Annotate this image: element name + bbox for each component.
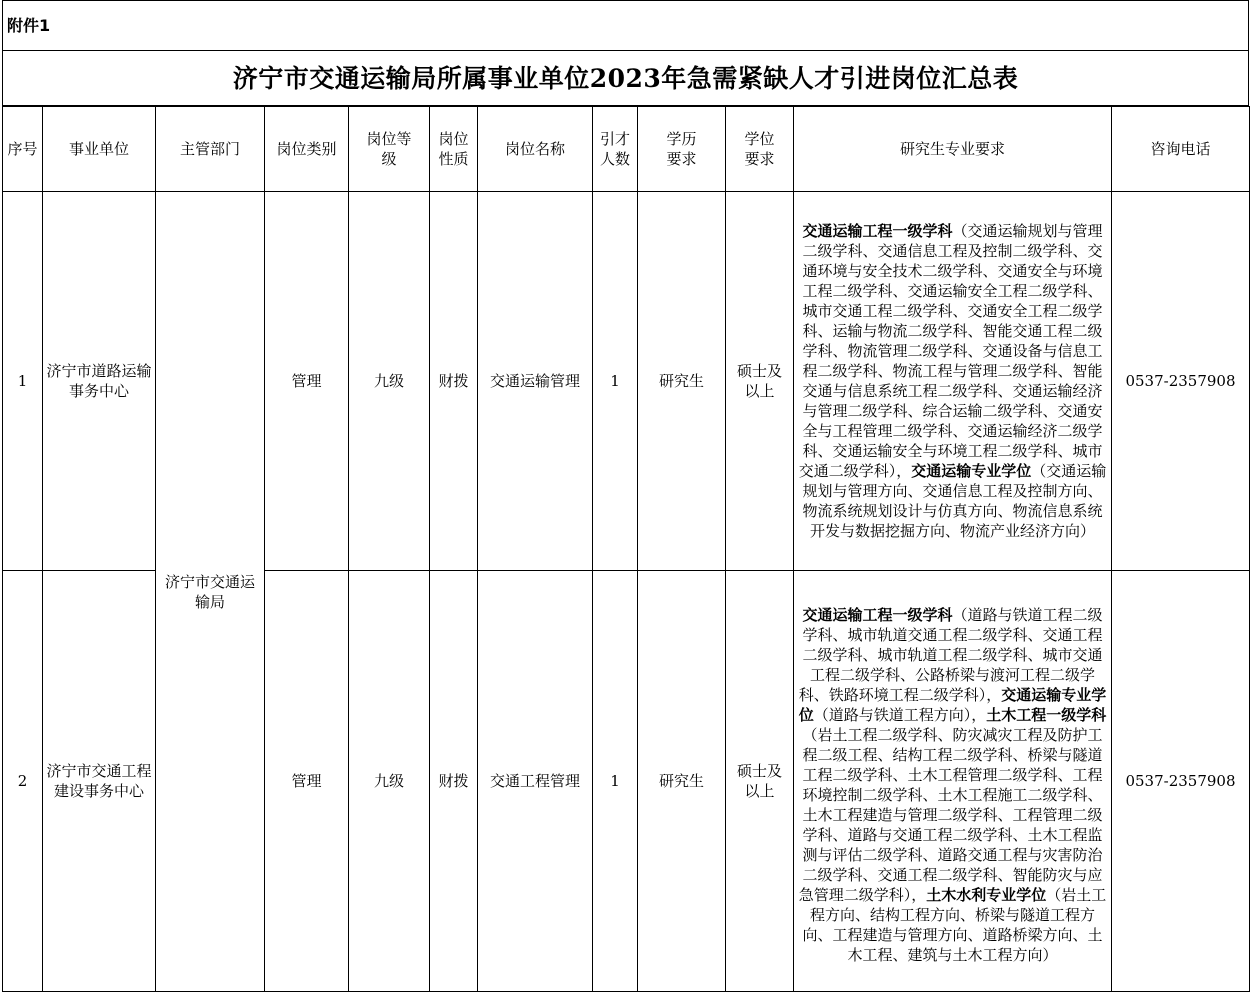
- attachment-label: 附件1: [2, 0, 1249, 50]
- major-discipline-bold: 土木水利专业学位: [926, 886, 1047, 904]
- header-seq: 序号: [3, 107, 43, 192]
- row-unit: 济宁市交通工程建设事务中心: [43, 571, 156, 992]
- row-post-name: 交通运输管理: [478, 192, 593, 571]
- row-seq: 1: [3, 192, 43, 571]
- row-nature: 财拨: [430, 192, 478, 571]
- header-count: 引才人数: [593, 107, 638, 192]
- major-discipline-detail: （岩土工程二级学科、防灾减灾工程及防护工程二级工程、结构工程二级学科、桥梁与隧道工程二级学科、土木工程管理二级学科、工程环境控制二级学科、土木工程施工二级学科、土木工程建造与管理二级学科、工程管理二级学科、道路与交通工程二级学科、土木工程监测与评估二级学科、道路交通工程与灾害防治二级学科、交通工程二级学科、智能防灾与应急管理二级学科），: [798, 726, 1103, 904]
- header-major-req: 研究生专业要求: [794, 107, 1112, 192]
- row-category: 管理: [265, 571, 349, 992]
- header-nature: 岗位性质: [430, 107, 478, 192]
- header-row: [3, 107, 1250, 192]
- header-education: 学历要求: [638, 107, 726, 192]
- row-count: 1: [593, 192, 638, 571]
- row-major-requirements: [794, 571, 1112, 992]
- header-post-name: 岗位名称: [478, 107, 593, 192]
- major-discipline-detail: （道路与铁道工程方向），: [813, 706, 987, 724]
- table-row: [3, 192, 1250, 571]
- row-major-requirements: [794, 192, 1112, 571]
- row-education: 研究生: [638, 571, 726, 992]
- row-level: 九级: [349, 192, 430, 571]
- row-nature: 财拨: [430, 571, 478, 992]
- major-discipline-bold: 交通运输工程一级学科: [802, 606, 953, 624]
- header-level: 岗位等级: [349, 107, 430, 192]
- major-discipline-bold: 土木工程一级学科: [986, 706, 1107, 724]
- row-level: 九级: [349, 571, 430, 992]
- page-title: 济宁市交通运输局所属事业单位2023年急需紧缺人才引进岗位汇总表: [2, 50, 1249, 106]
- header-dept: 主管部门: [156, 107, 265, 192]
- major-discipline-detail: （道路与铁道工程二级学科、城市轨道交通工程二级学科、交通工程二级学科、城市轨道工程二级学科、城市交通工程二级学科、公路桥梁与渡河工程二级学科、铁路环境工程二级学科），: [798, 606, 1103, 704]
- header-degree: 学位要求: [726, 107, 794, 192]
- major-discipline-detail: （交通运输规划与管理二级学科、交通信息工程及控制二级学科、交通环境与安全技术二级学科、交通安全与环境工程二级学科、交通运输安全工程二级学科、城市交通工程二级学科、交通安全工程二级学科、运输与物流二级学科、智能交通工程二级学科、物流管理二级学科、交通设备与信息工程二级学科、物流工程与管理二级学科、智能交通与信息系统工程二级学科、交通运输经济与管理二级学科、综合运输二级学科、交通安全与工程管理二级学科、交通运输经济二级学科、交通运输安全与环境工程二级学科、城市交通二级学科），: [798, 222, 1103, 480]
- recruitment-table: [2, 106, 1250, 992]
- row-seq: 2: [3, 571, 43, 992]
- major-discipline-bold: 交通运输工程一级学科: [802, 222, 953, 240]
- row-dept: 济宁市交通运输局: [156, 192, 265, 992]
- major-discipline-bold: 交通运输专业学位: [798, 686, 1107, 724]
- row-degree: 硕士及以上: [726, 571, 794, 992]
- major-discipline-detail: （岩土工程方向、结构工程方向、桥梁与隧道工程方向、工程建造与管理方向、道路桥梁方向、土木工程、建筑与土木工程方向）: [802, 886, 1107, 964]
- header-unit: 事业单位: [43, 107, 156, 192]
- row-post-name: 交通工程管理: [478, 571, 593, 992]
- row-degree: 硕士及以上: [726, 192, 794, 571]
- row-unit: 济宁市道路运输事务中心: [43, 192, 156, 571]
- row-phone: 0537-2357908: [1112, 192, 1250, 571]
- row-education: 研究生: [638, 192, 726, 571]
- major-discipline-detail: （交通运输规划与管理方向、交通信息工程及控制方向、物流系统规划设计与仿真方向、物流信息系统开发与数据挖掘方向、物流产业经济方向）: [802, 462, 1107, 540]
- header-category: 岗位类别: [265, 107, 349, 192]
- row-count: 1: [593, 571, 638, 992]
- header-phone: 咨询电话: [1112, 107, 1250, 192]
- major-discipline-bold: 交通运输专业学位: [911, 462, 1032, 480]
- row-phone: 0537-2357908: [1112, 571, 1250, 992]
- row-category: 管理: [265, 192, 349, 571]
